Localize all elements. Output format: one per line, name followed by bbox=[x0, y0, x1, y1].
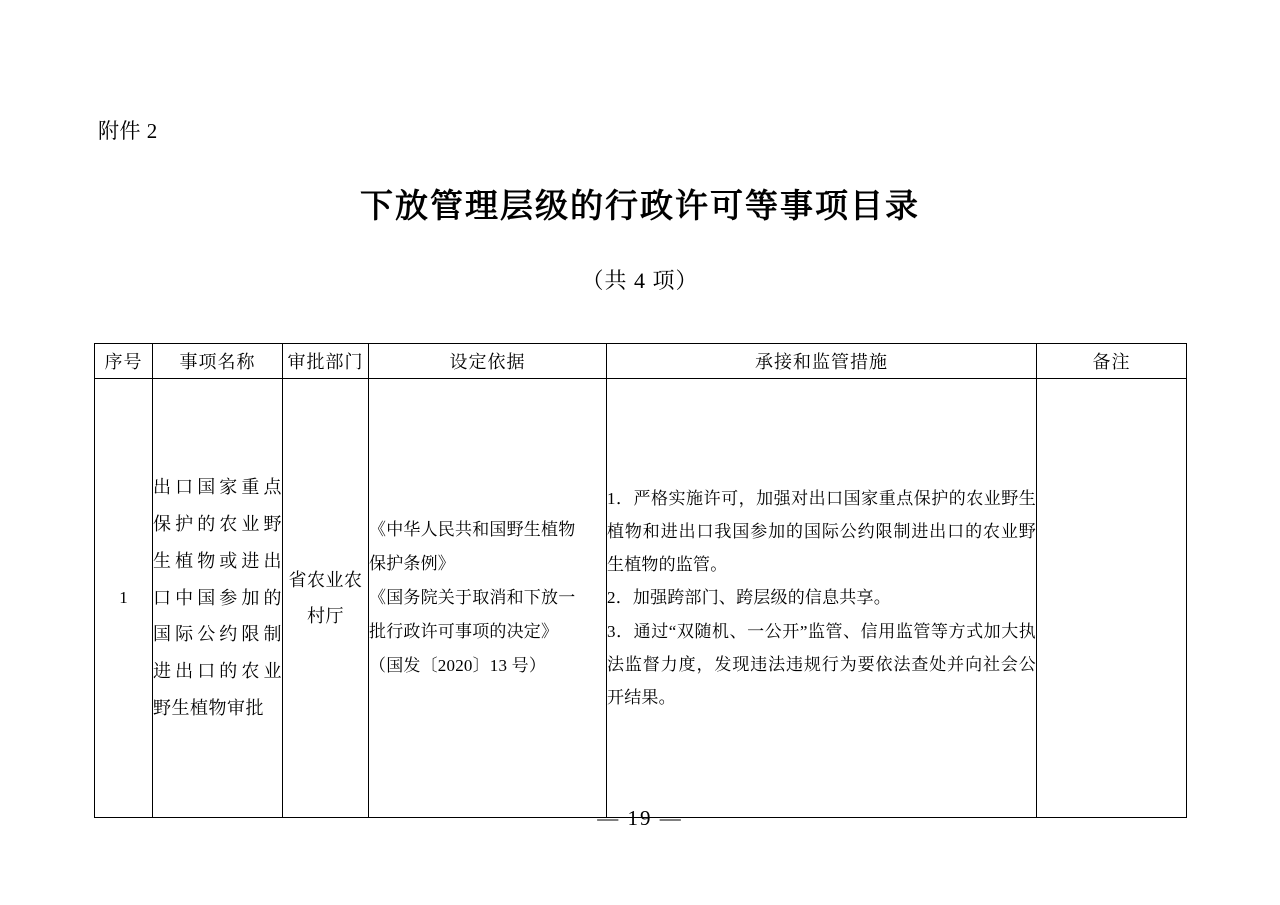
attachment-label: 附件 2 bbox=[98, 119, 158, 143]
measure-line: 1．严格实施许可，加强对出口国家重点保护的农业野生植物和进出口我国参加的国际公约限制进出口的农业野生植物的监管。 bbox=[607, 489, 1036, 575]
column-header-name: 事项名称 bbox=[153, 344, 283, 379]
catalog-table bbox=[94, 343, 1187, 818]
measure-line: 2．加强跨部门、跨层级的信息共享。 bbox=[607, 588, 891, 608]
page-title: 下放管理层级的行政许可等事项目录 bbox=[360, 186, 920, 225]
basis-line: （国发〔2020〕13 号） bbox=[369, 656, 547, 675]
column-header-remark: 备注 bbox=[1037, 344, 1187, 379]
table-header-row bbox=[95, 344, 1187, 379]
cell-supervision-measures bbox=[607, 379, 1037, 818]
page-number: — 19 — bbox=[597, 806, 683, 830]
cell-remark bbox=[1037, 379, 1187, 818]
column-header-dept: 审批部门 bbox=[283, 344, 369, 379]
column-header-basis: 设定依据 bbox=[369, 344, 607, 379]
cell-sequence-number: 1 bbox=[95, 379, 153, 818]
measure-line: 3．通过“双随机、一公开”监管、信用监管等方式加大执法监督力度，发现违法违规行为要依法查处并向社会公开结果。 bbox=[607, 621, 1036, 707]
basis-line: 《中华人民共和国野生植物 bbox=[369, 520, 576, 539]
column-header-no: 序号 bbox=[95, 344, 153, 379]
basis-line: 《国务院关于取消和下放一 bbox=[369, 588, 576, 607]
basis-line: 保护条例》 bbox=[369, 554, 455, 573]
column-header-measure: 承接和监管措施 bbox=[607, 344, 1037, 379]
cell-approval-department: 省农业农村厅 bbox=[283, 379, 369, 818]
table-row bbox=[95, 379, 1187, 818]
cell-item-name: 出口国家重点保护的农业野生植物或进出口中国参加的国际公约限制进出口的农业野生植物审批 bbox=[153, 379, 283, 818]
item-count-subtitle: （共 4 项） bbox=[581, 268, 699, 293]
cell-legal-basis bbox=[369, 379, 607, 818]
basis-line: 批行政许可事项的决定》 bbox=[369, 622, 559, 641]
